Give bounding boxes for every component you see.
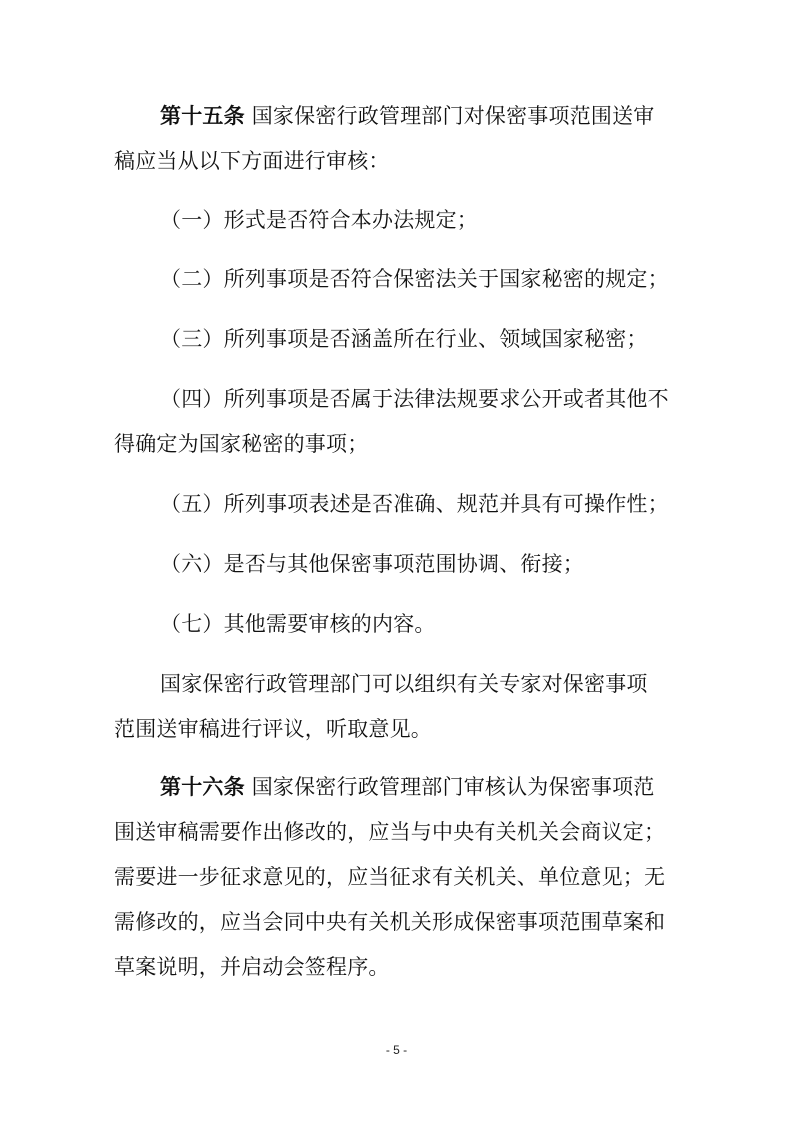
item-2: （二）所列事项是否符合保密法关于国家秘密的规定； [160, 267, 669, 291]
article-16-text-1: 国家保密行政管理部门审核认为保密事项范 [251, 775, 655, 799]
article-16-line-4: 需修改的，应当会同中央有关机关形成保密事项范围草案和 [114, 910, 666, 934]
paragraph-line-1: 国家保密行政管理部门可以组织有关专家对保密事项 [160, 672, 648, 696]
article-15-line-2: 稿应当从以下方面进行审核： [114, 149, 390, 173]
article-15-line-1 [160, 101, 655, 131]
article-16-label: 第十六条 [160, 775, 245, 799]
item-7: （七）其他需要审核的内容。 [160, 612, 436, 636]
article-16-line-3: 需要进一步征求意见的，应当征求有关机关、单位意见；无 [114, 865, 666, 889]
article-16-line-5: 草案说明，并启动会签程序。 [114, 955, 390, 979]
paragraph-line-2: 范围送审稿进行评议，听取意见。 [114, 717, 432, 741]
article-16-line-1 [160, 772, 655, 802]
item-6: （六）是否与其他保密事项范围协调、衔接； [160, 552, 584, 576]
item-3: （三）所列事项是否涵盖所在行业、领域国家秘密； [160, 327, 648, 351]
item-4-line-1: （四）所列事项是否属于法律法规要求公开或者其他不 [160, 387, 669, 411]
article-15-label: 第十五条 [160, 104, 245, 128]
item-4-line-2: 得确定为国家秘密的事项； [114, 432, 369, 456]
article-15-text-1: 国家保密行政管理部门对保密事项范围送审 [251, 104, 655, 128]
item-5: （五）所列事项表述是否准确、规范并具有可操作性； [160, 492, 669, 516]
page-number: - 5 - [385, 1043, 408, 1057]
article-16-line-2: 围送审稿需要作出修改的，应当与中央有关机关会商议定； [114, 820, 666, 844]
item-1: （一）形式是否符合本办法规定； [160, 208, 478, 232]
